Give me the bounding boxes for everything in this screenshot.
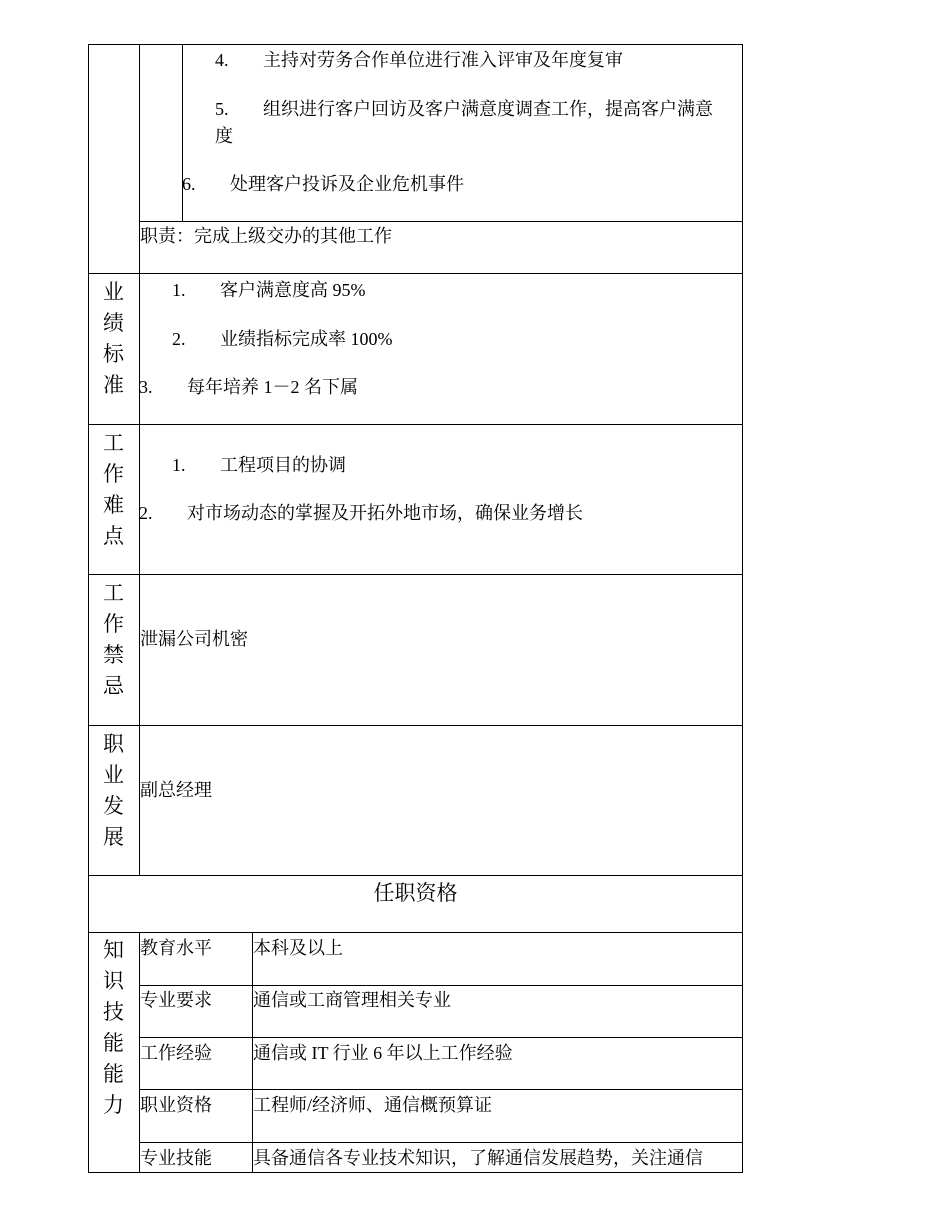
difficulty-text: 工程项目的协调 xyxy=(220,455,346,475)
performance-number: 3. xyxy=(139,377,153,397)
qualification-value: 通信或工商管理相关专业 xyxy=(253,990,451,1010)
duty-number: 6. xyxy=(182,174,196,194)
duty-text: 主持对劳务合作单位进行准入评审及年度复审 xyxy=(263,50,623,70)
row-divider xyxy=(139,985,743,986)
prohibitions-label: 工 作 禁 忌 xyxy=(103,581,124,698)
career-text: 副总经理 xyxy=(140,780,212,800)
duty-text: 处理客户投诉及企业危机事件 xyxy=(230,174,464,194)
row-divider xyxy=(88,574,743,575)
qualification-key: 专业技能 xyxy=(140,1148,212,1168)
table-border-right xyxy=(742,44,743,1173)
performance-number: 2. xyxy=(172,329,186,349)
career-label: 职 业 发 展 xyxy=(103,732,124,849)
row-divider xyxy=(88,725,743,726)
performance-text: 每年培养 1－2 名下属 xyxy=(187,377,358,397)
job-description-table xyxy=(88,44,743,1173)
row-divider xyxy=(139,221,743,222)
row-divider xyxy=(139,1142,743,1143)
table-border-bottom xyxy=(88,1172,743,1173)
row-divider xyxy=(88,273,743,274)
difficulty-number: 1. xyxy=(172,455,186,475)
qualification-key: 工作经验 xyxy=(140,1043,212,1063)
duty-text-continuation: 度 xyxy=(215,126,233,146)
duty-number: 4. xyxy=(215,50,229,70)
other-duty: 职责：完成上级交办的其他工作 xyxy=(140,226,392,246)
performance-text: 业绩指标完成率 100% xyxy=(220,329,393,349)
row-divider xyxy=(88,932,743,933)
performance-number: 1. xyxy=(172,280,186,300)
qualification-value: 工程师/经济师、通信概预算证 xyxy=(253,1095,492,1115)
qualification-value: 本科及以上 xyxy=(253,938,343,958)
prohibitions-text: 泄漏公司机密 xyxy=(140,629,248,649)
qualification-value: 通信或 IT 行业 6 年以上工作经验 xyxy=(253,1043,513,1063)
performance-text: 客户满意度高 95% xyxy=(220,280,366,300)
row-divider xyxy=(139,1089,743,1090)
qualification-key: 职业资格 xyxy=(140,1095,212,1115)
row-divider xyxy=(88,875,743,876)
qualifications-title: 任职资格 xyxy=(373,881,458,905)
label-column-divider xyxy=(139,44,140,876)
qualification-value: 具备通信各专业技术知识，了解通信发展趋势，关注通信 xyxy=(253,1148,703,1168)
knowledge-skills-label: 知 识 技 能 能 力 xyxy=(103,938,124,1117)
row-divider xyxy=(139,1037,743,1038)
duty-text: 组织进行客户回访及客户满意度调查工作，提高客户满意 xyxy=(263,99,713,119)
performance-label: 业 绩 标 准 xyxy=(103,280,124,397)
difficulties-label: 工 作 难 点 xyxy=(103,431,124,548)
difficulty-text: 对市场动态的掌握及开拓外地市场，确保业务增长 xyxy=(187,503,583,523)
qualification-key: 专业要求 xyxy=(140,990,212,1010)
duty-number: 5. xyxy=(215,99,229,119)
row-divider xyxy=(88,424,743,425)
table-border-top xyxy=(88,44,743,45)
qualification-key: 教育水平 xyxy=(140,938,212,958)
difficulty-number: 2. xyxy=(139,503,153,523)
